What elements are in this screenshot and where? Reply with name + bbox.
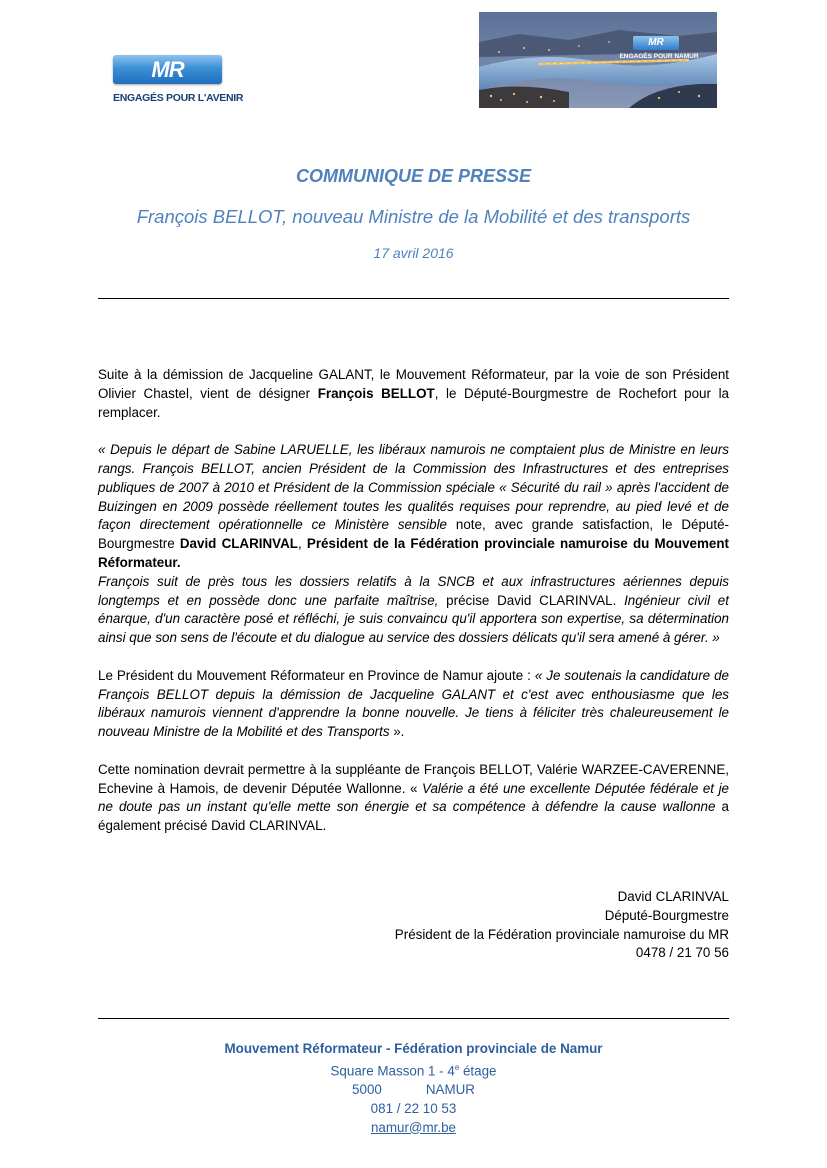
- namur-night-photo: [479, 12, 717, 108]
- paragraph-5: [98, 761, 729, 836]
- press-release-date: 17 avril 2016: [373, 245, 454, 261]
- footer: [0, 1040, 827, 1137]
- p2-comma: ,: [297, 536, 307, 552]
- p5-quote: Valérie a été une excellente Députée fédérale et je ne doute pas un instant qu'elle mette son énergie et sa compétence à défendre la cause wallonne: [98, 780, 729, 815]
- mr-logo: [113, 55, 244, 109]
- signature-role: Député-Bourgmestre: [604, 907, 729, 923]
- signature-office: Président de la Fédération provinciale namuroise du MR: [394, 926, 729, 942]
- mr-logo-tagline: ENGAGÉS POUR L'AVENIR: [113, 92, 244, 104]
- p2-quote: « Depuis le départ de Sabine LARUELLE, les libéraux namurois ne comptaient plus de Ministre en leurs rangs. François BELLOT, ancien Président de la Commission des Infrastructures et des entreprises publiques de 2007 à 2010 et Président de la Commission spéciale « Sécurité du rail » après l'accident de Buizingen en 2009 possède réellement toutes les qualités requises pour reprendre, au pied levé et de façon directement opérationnelle ce Ministère sensible: [98, 442, 729, 533]
- footer-city-line: [0, 1081, 827, 1100]
- photo-mr-badge-text: MR: [648, 37, 664, 48]
- footer-street-a: Square Masson 1 - 4: [330, 1063, 455, 1079]
- paragraph-3: [98, 573, 729, 648]
- footer-street: [0, 1059, 827, 1081]
- paragraph-4: [98, 667, 729, 742]
- footer-postcode: 5000: [352, 1082, 382, 1098]
- signature-name: David CLARINVAL: [617, 889, 729, 904]
- press-release-body: [98, 366, 729, 836]
- footer-email-link[interactable]: namur@mr.be: [370, 1119, 457, 1135]
- paragraph-1: [98, 366, 729, 422]
- signature-phone: 0478 / 21 70 56: [635, 945, 729, 961]
- p5-text-c: a également précisé David CLARINVAL.: [98, 799, 729, 834]
- p1-text-b: François BELLOT: [317, 385, 435, 401]
- p2-text-b: note, avec grande satisfaction, le Député-Bourgmestre: [98, 517, 729, 552]
- bottom-divider: [98, 1018, 729, 1019]
- p4-quote: « Je soutenais la candidature de François BELLOT depuis la démission de Jacqueline GALANT et c'est avec enthousiasme que les libéraux namurois viennent d'apprendre la bonne nouvelle. Je tiens à féliciter très chaleureusement le nouveau Ministre de la Mobilité et des Transports: [98, 667, 729, 740]
- p1-text-a: Suite à la démission de Jacqueline GALANT, le Mouvement Réformateur, par la voie de son Président Olivier Chastel, vient de désigner: [98, 367, 729, 401]
- p2-name: David CLARINVAL: [179, 536, 298, 552]
- p5-text-a: Cette nomination devrait permettre à la suppléante de François BELLOT, Valérie WARZEE-CAVERENNE, Echevine à Hamois, de devenir Députée Wallonne. «: [98, 761, 729, 796]
- top-divider: [98, 298, 729, 299]
- p4-text-a: Le Président du Mouvement Réformateur en Province de Namur ajoute :: [98, 667, 535, 683]
- city-illustration: [479, 12, 717, 108]
- paragraph-2: [98, 441, 729, 573]
- footer-organization: Mouvement Réformateur - Fédération provinciale de Namur: [224, 1041, 603, 1056]
- p1-text-c: , le Député-Bourgmestre de Rochefort pour la remplacer.: [98, 385, 729, 420]
- p3-text-b: précise David CLARINVAL.: [438, 592, 625, 608]
- p4-text-c: ».: [389, 724, 405, 740]
- p3-quote-a: François suit de près tous les dossiers relatifs à la SNCB et aux infrastructures aériennes depuis longtemps et en possède donc une parfaite maîtrise,: [98, 573, 729, 608]
- photo-tagline: ENGAGÉS POUR NAMUR: [619, 53, 699, 60]
- footer-street-b: étage: [459, 1063, 497, 1079]
- press-release-heading: COMMUNIQUE DE PRESSE: [295, 166, 532, 186]
- signature-block: [395, 888, 729, 963]
- p3-quote-c: Ingénieur civil et énarque, d'un caractère posé et réfléchi, je suis convaincu qu'il apportera son expertise, sa détermination ainsi que son sens de l'écoute et du dialogue au service des dossiers délicats qu'il sera amené à gérer. »: [98, 592, 729, 646]
- press-release-subtitle: François BELLOT, nouveau Ministre de la Mobilité et des transports: [136, 206, 691, 227]
- p2-title: Président de la Fédération provinciale namuroise du Mouvement Réformateur.: [98, 536, 729, 570]
- footer-city: NAMUR: [425, 1082, 475, 1098]
- footer-street-sup: e: [454, 1062, 460, 1072]
- footer-phone: 081 / 22 10 53: [370, 1100, 457, 1116]
- mr-logo-text: MR: [151, 57, 184, 82]
